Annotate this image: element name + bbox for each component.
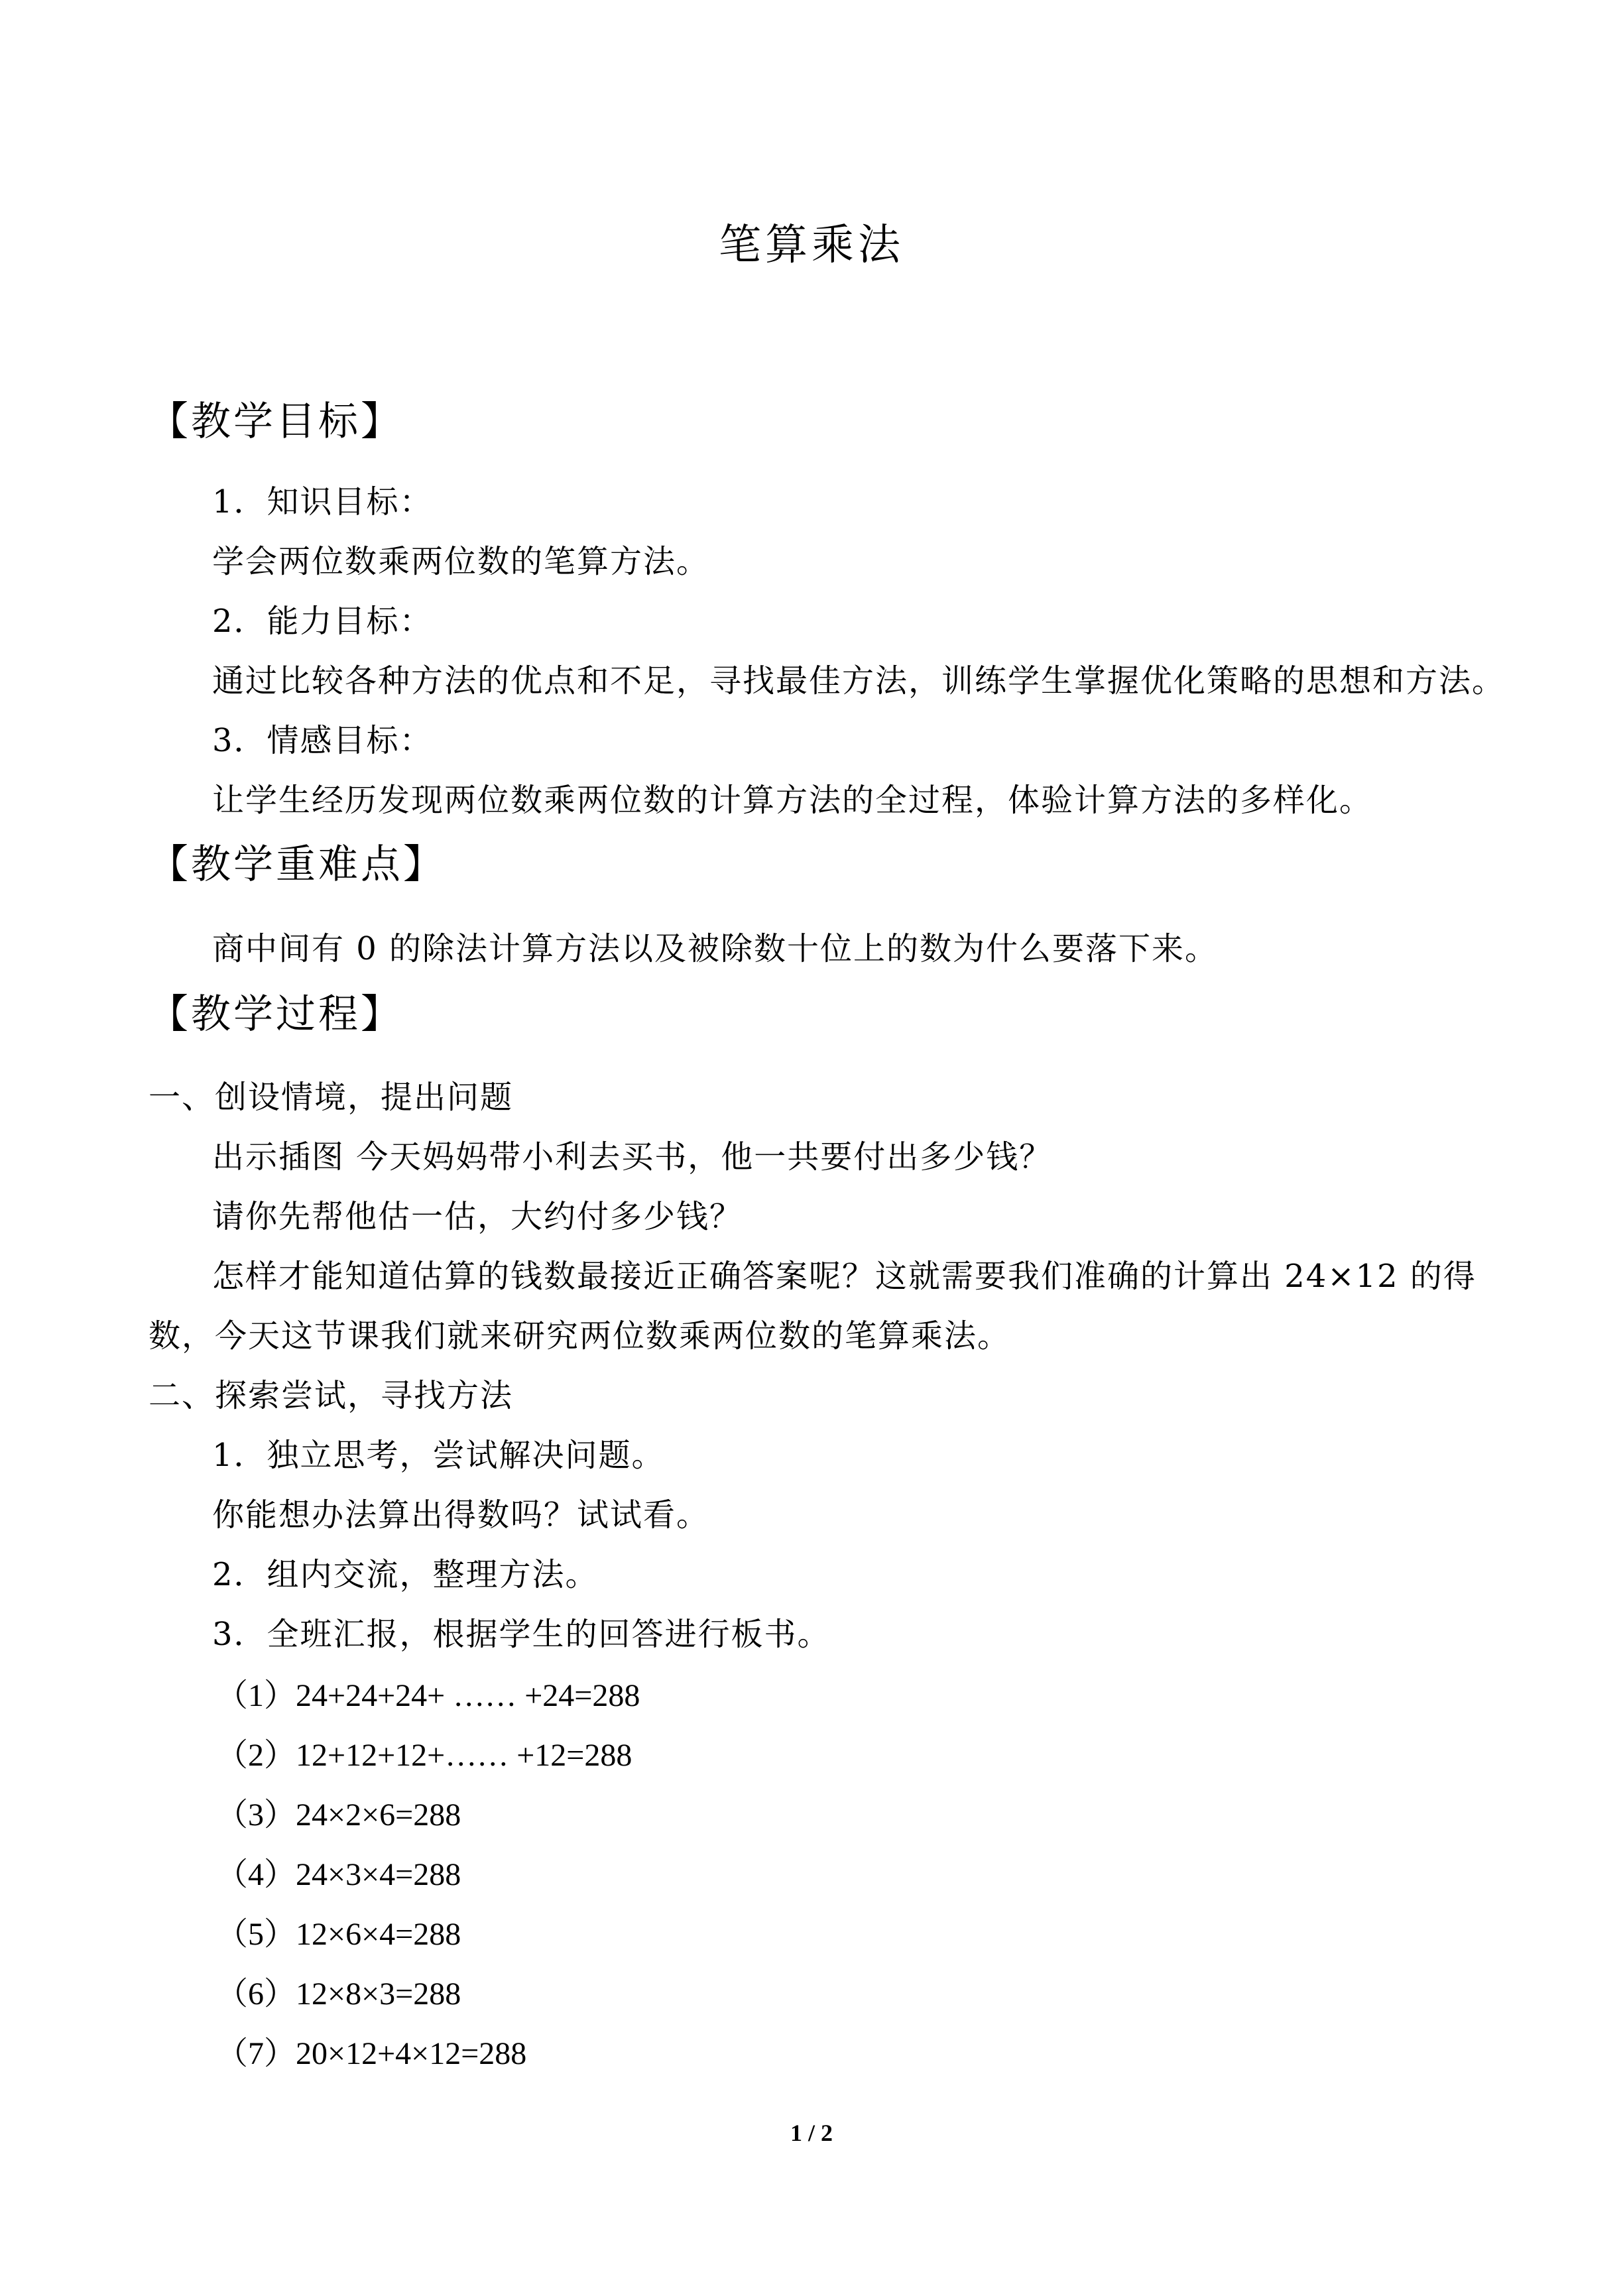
goal-1-text: 学会两位数乘两位数的笔算方法。 [212, 543, 710, 580]
part-1-line: 出示插图 今天妈妈带小利去买书，他一共要付出多少钱？ [212, 1138, 1053, 1176]
equation-line: （2）12+12+12+…… +12=288 [216, 1738, 632, 1773]
equation-line: （5）12×6×4=288 [216, 1917, 461, 1952]
part-1-title: 一、创设情境，提出问题 [149, 1079, 514, 1116]
heading-teaching-process: 【教学过程】 [149, 991, 403, 1038]
page-title: 笔算乘法 [719, 221, 904, 270]
goal-1-label: 1．知识目标： [212, 483, 433, 520]
part-2-line: 2．组内交流，整理方法。 [212, 1556, 599, 1593]
part-2-line: 1．独立思考，尝试解决问题。 [212, 1437, 665, 1474]
part-2-line: 3．全班汇报，根据学生的回答进行板书。 [212, 1616, 831, 1653]
part-1-line: 数，今天这节课我们就来研究两位数乘两位数的笔算乘法。 [149, 1317, 1011, 1355]
heading-key-points: 【教学重难点】 [149, 841, 446, 888]
key-points-text: 商中间有 0 的除法计算方法以及被除数十位上的数为什么要落下来。 [212, 930, 1219, 967]
equation-line: （4）24×3×4=288 [216, 1857, 461, 1892]
part-1-line: 请你先帮他估一估，大约付多少钱？ [212, 1198, 743, 1235]
part-2-title: 二、探索尝试，寻找方法 [149, 1377, 514, 1414]
heading-teaching-goals: 【教学目标】 [149, 398, 403, 445]
goal-2-label: 2．能力目标： [212, 603, 433, 640]
equation-line: （3）24×2×6=288 [216, 1797, 461, 1833]
part-2-line: 你能想办法算出得数吗？试试看。 [212, 1496, 710, 1534]
goal-2-text: 通过比较各种方法的优点和不足，寻找最佳方法，训练学生掌握优化策略的思想和方法。 [212, 662, 1506, 699]
goal-3-label: 3．情感目标： [212, 722, 433, 759]
equation-line: （6）12×8×3=288 [216, 1976, 461, 2012]
equation-line: （7）20×12+4×12=288 [216, 2036, 527, 2071]
part-1-line: 怎样才能知道估算的钱数最接近正确答案呢？这就需要我们准确的计算出 24×12 的得 [212, 1258, 1476, 1295]
equation-line: （1）24+24+24+ …… +24=288 [216, 1678, 640, 1713]
page-number: 1 / 2 [790, 2120, 833, 2146]
goal-3-text: 让学生经历发现两位数乘两位数的计算方法的全过程，体验计算方法的多样化。 [212, 782, 1373, 819]
